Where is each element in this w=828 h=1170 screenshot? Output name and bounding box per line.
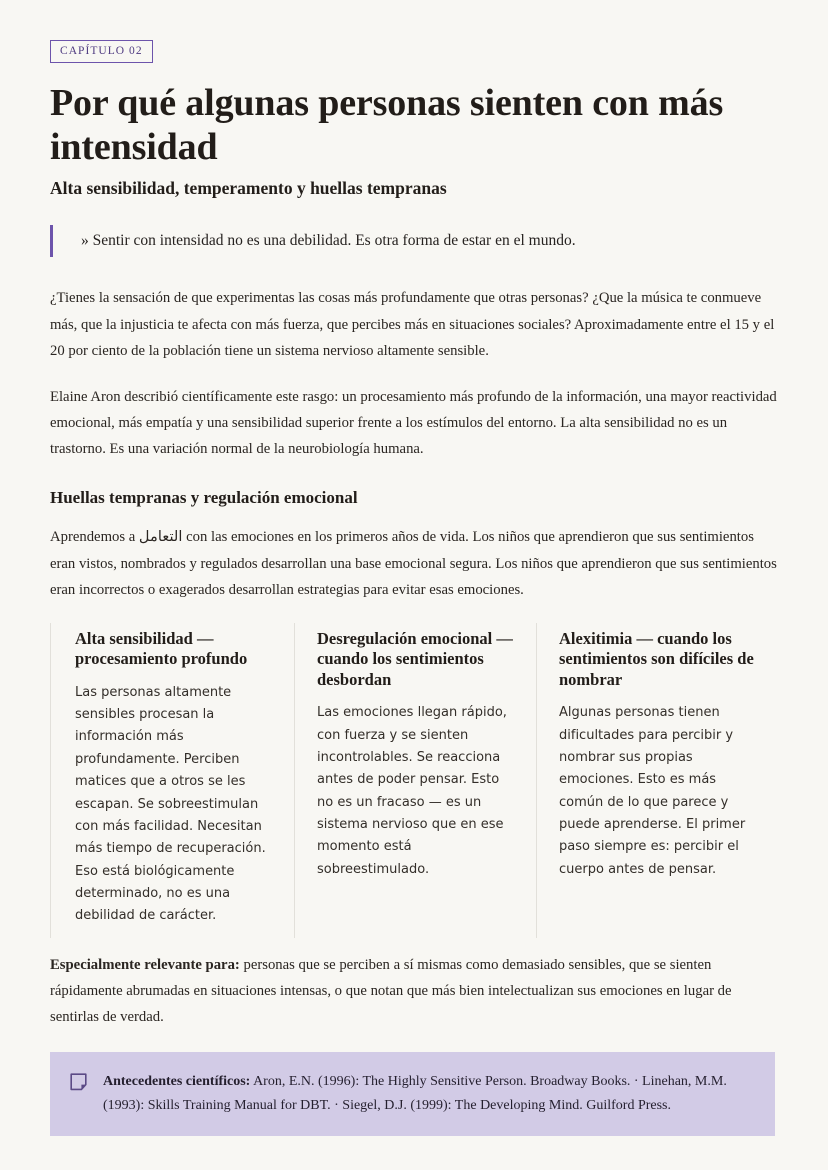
card-heading: Alta sensibilidad — procesamiento profundo (75, 628, 248, 669)
page-title: Por qué algunas personas sienten con más intensidad (50, 81, 724, 168)
card-body: Las personas altamente sensibles procesan la información más profundamente. Perciben matices que a otros se les escapan. Se sobreestimulan con más facilidad. Necesitan más tiempo de recuperación. Eso está biológicamente determinado, no es una debilidad de carácter. (75, 684, 266, 924)
references-text (103, 1070, 753, 1118)
pull-quote: » Sentir con intensidad no es una debilidad. Es otra forma de estar en el mundo. (50, 225, 778, 257)
paragraph-aron: Elaine Aron describió científicamente este rasgo: un procesamiento más profundo de la información, una mayor reactividad emocional, más empatía y una sensibilidad superior frente a los estímulos del entorno. La alta sensibilidad no es un trastorno. Es una variación normal de la neurobiología humana. (50, 388, 777, 458)
references-label: Antecedentes científicos: (103, 1074, 251, 1090)
paragraph-early-imprints: Aprendemos a التعامل con las emociones en los primeros años de vida. Los niños que aprendieron que sus sentimientos eran vistos, nombrados y regulados desarrollan una base emocional segura. Los niños que aprendieron que sus sentimientos eran incorrectos o exagerados desarrollan estrategias para evitar esas emociones. (50, 529, 777, 598)
card-body: Las emociones llegan rápido, con fuerza y se sienten incontrolables. Se reacciona antes de poder pensar. Esto no es un fracaso — es un sistema nervioso que en ese momento está sobreestimulado. (317, 705, 507, 877)
references-citations: Aron, E.N. (1996): The Highly Sensitive Person. Broadway Books. · Linehan, M.M. (1993): Skills Training Manual for DBT. · Siegel, D.J. (1999): The Developing Mind. Guilford Press. (103, 1074, 727, 1114)
card-body: Algunas personas tienen dificultades para percibir y nombrar sus propias emociones. Esto es más común de lo que parece y puede aprenderse. El primer paso siempre es: percibir el cuerpo antes de pensar. (559, 705, 746, 877)
note-icon (70, 1073, 87, 1096)
concept-cards (50, 623, 778, 938)
card-heading: Alexitimia — cuando los sentimientos son difíciles de nombrar (559, 628, 754, 689)
concept-card-high-sensitivity (50, 623, 294, 938)
relevance-paragraph (50, 952, 778, 1030)
concept-card-alexithymia (536, 623, 778, 938)
relevance-text: personas que se perciben a sí mismas como demasiado sensibles, que se sienten rápidamente abrumadas en situaciones intensas, o que notan que más bien intelectualizan sus emociones en lugar de sentirlas de verdad. (50, 956, 732, 1025)
section-heading: Huellas tempranas y regulación emocional (50, 488, 358, 508)
concept-card-emotional-dysregulation (294, 623, 536, 938)
page-subtitle: Alta sensibilidad, temperamento y huellas tempranas (50, 177, 447, 198)
chapter-badge: CAPÍTULO 02 (50, 40, 153, 63)
paragraph-intro: ¿Tienes la sensación de que experimentas las cosas más profundamente que otras personas? ¿Que la música te conmueve más, que la injusticia te afecta con más fuerza, que percibes más en situaciones sociales? Aproximadamente entre el 15 y el 20 por ciento de la población tiene un sistema nervioso altamente sensible. (50, 290, 775, 359)
card-heading: Desregulación emocional — cuando los sentimientos desbordan (317, 628, 513, 689)
references-box (50, 1052, 775, 1136)
relevance-label: Especialmente relevante para: (50, 956, 240, 973)
